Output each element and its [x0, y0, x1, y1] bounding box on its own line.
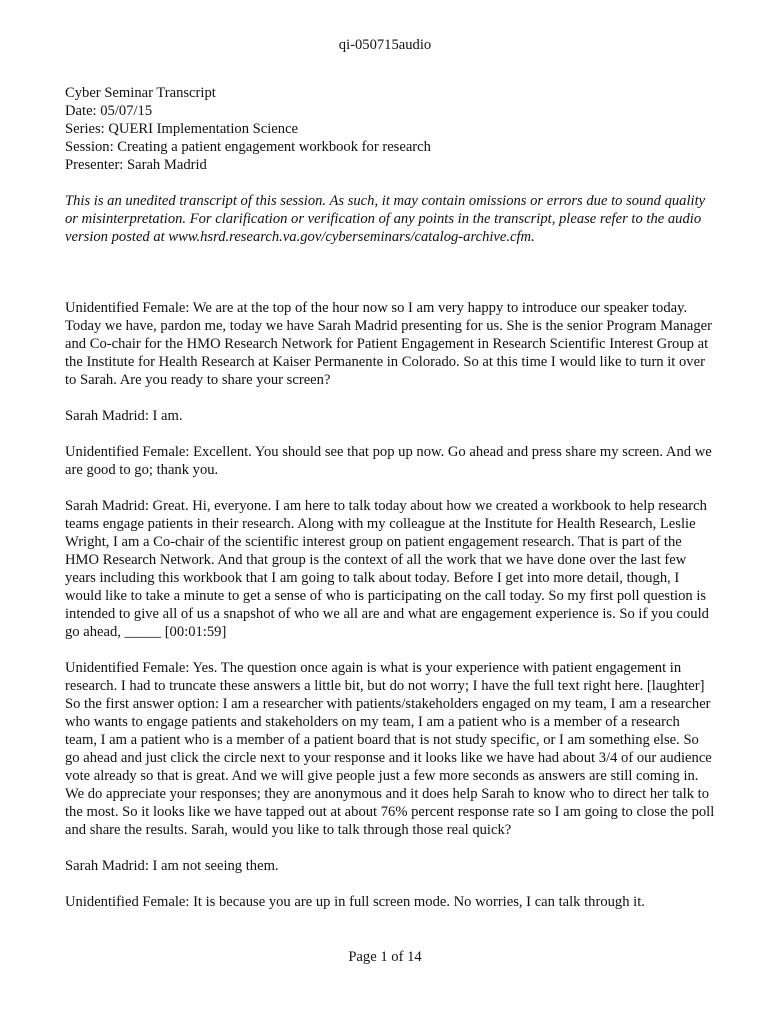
transcript-paragraph: Sarah Madrid: I am. [65, 408, 183, 424]
metadata-date: Date: 05/07/15 [65, 103, 153, 119]
metadata-presenter: Presenter: Sarah Madrid [65, 157, 207, 173]
document-header [0, 36, 770, 54]
document-body [65, 84, 715, 929]
page-number: Page 1 of 14 [348, 949, 422, 965]
transcript-metadata [65, 84, 715, 174]
document-id: qi-050715audio [338, 37, 432, 53]
transcript-paragraph: Sarah Madrid: I am not seeing them. [65, 858, 279, 874]
transcript-paragraph: Unidentified Female: Excellent. You should see that pop up now. Go ahead and press share my screen. And we are good to go; thank you. [65, 444, 712, 478]
transcript-paragraph: Sarah Madrid: Great. Hi, everyone. I am here to talk today about how we created a workbook to help research teams engage patients in their research. Along with my colleague at the Institute for Health Research, Leslie Wright, I am a Co-chair of the scientific interest group on patient engagement research. That is part of the HMO Research Network. And that group is the context of all the work that we have done over the last few years including this workbook that I am going to talk about today. Before I get into more detail, though, I would like to take a minute to get a sense of who is participating on the call today. So my first poll question is intended to give all of us a snapshot of who we all are and what are engagement experience is. So if you could go ahead, _____ [00:01:59] [65, 498, 709, 640]
page-footer [0, 948, 770, 966]
disclaimer-text: This is an unedited transcript of this session. As such, it may contain omissions or errors due to sound quality or misinterpretation. For clarification or verification of any points in the transcript, please refer to the audio version posted at www.hsrd.research.va.gov/cyberseminars/catalog-archive.cfm. [65, 193, 706, 245]
transcript-paragraph: Unidentified Female: Yes. The question once again is what is your experience with patient engagement in research. I had to truncate these answers a little bit, but do not worry; I have the full text right here. [laughter] So the first answer option: I am a researcher with patients/stakeholders engaged on my team, I am a researcher who wants to engage patients and stakeholders on my team, I am a patient who is a member of a research team, I am a patient who is a member of a patient board that is not study specific, or I am something else. So go ahead and just click the circle next to your response and it looks like we have had about 3/4 of our audience vote already so that is great. And we will give people just a few more seconds as answers are still coming in. We do appreciate your responses; they are anonymous and it does help Sarah to know who to direct her talk to the most. So it looks like we have tapped out at about 76% percent response rate so I am going to close the poll and share the results. Sarah, would you like to talk through those real quick? [65, 660, 715, 838]
metadata-session: Session: Creating a patient engagement workbook for research [65, 139, 431, 155]
transcript-paragraph: Unidentified Female: It is because you are up in full screen mode. No worries, I can talk through it. [65, 894, 645, 910]
transcript-paragraph: Unidentified Female: We are at the top of the hour now so I am very happy to introduce our speaker today. Today we have, pardon me, today we have Sarah Madrid presenting for us. She is the senior Program Manager and Co-chair for the HMO Research Network for Patient Engagement in Research Scientific Interest Group at the Institute for Health Research at Kaiser Permanente in Colorado. So at this time I would like to turn it over to Sarah. Are you ready to share your screen? [65, 300, 712, 388]
metadata-series: Series: QUERI Implementation Science [65, 121, 299, 137]
metadata-title: Cyber Seminar Transcript [65, 85, 216, 101]
transcript-body [65, 299, 715, 911]
